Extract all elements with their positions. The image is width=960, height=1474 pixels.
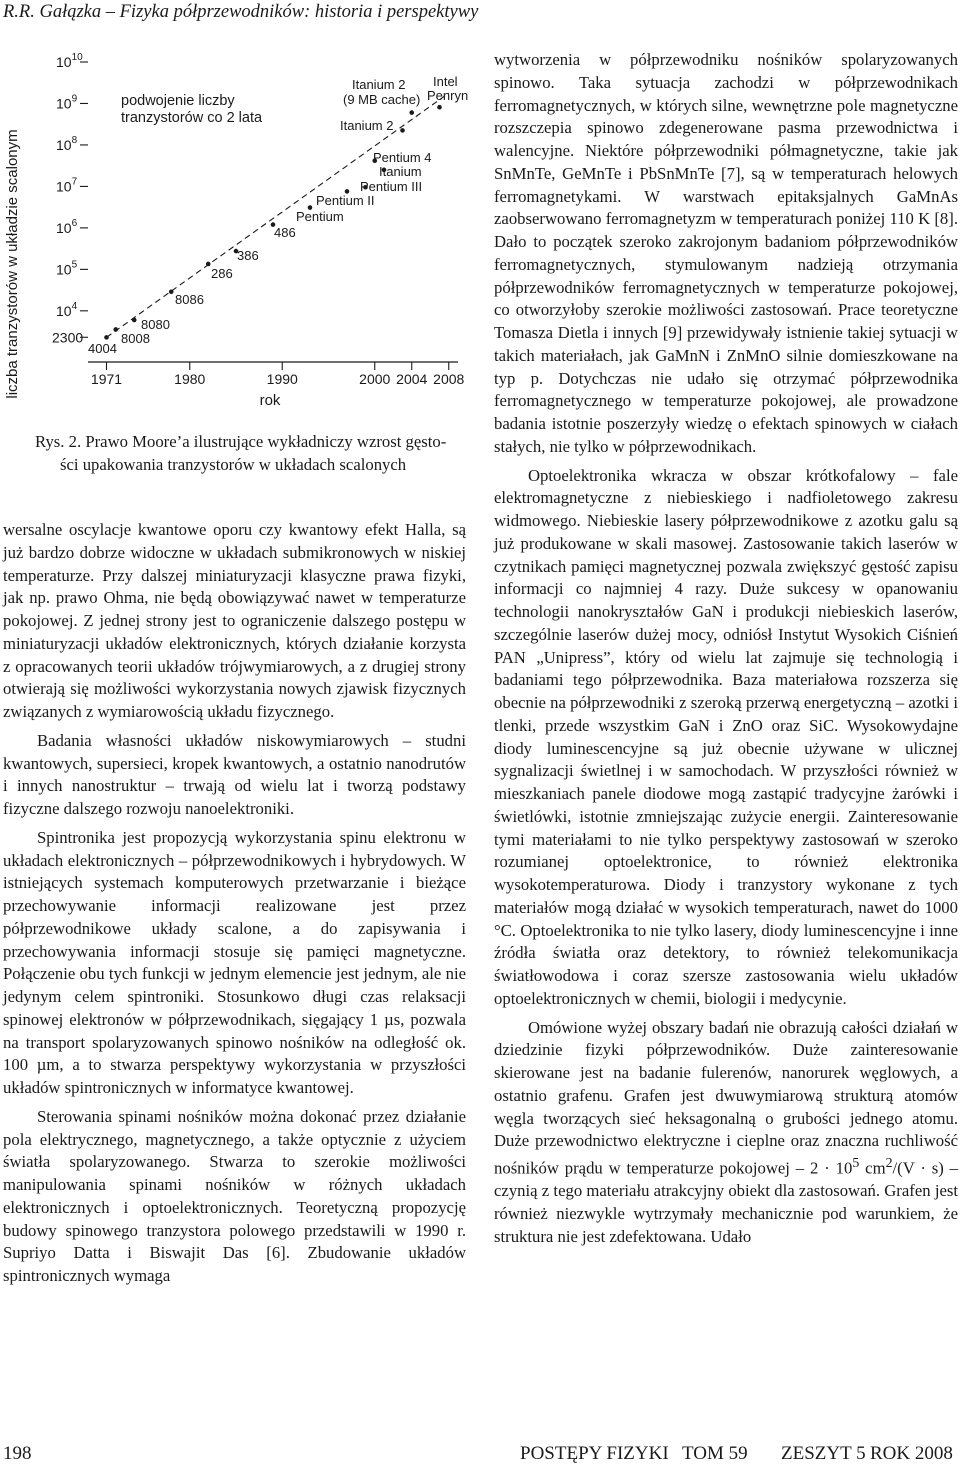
x-axis-label: rok (259, 392, 281, 409)
page-number: 198 (3, 1443, 32, 1464)
figure-caption (35, 430, 465, 476)
trend-label-line1: podwojenie liczby (121, 93, 235, 109)
data-point-itanium-2-9-mb-cache- (409, 110, 414, 115)
label-itanium-2-9mb-line1: Itanium 2 (352, 77, 406, 92)
running-head: R.R. Gałązka – Fizyka półprzewodników: historia i perspektywy (3, 2, 479, 22)
left-paragraph-2: Badania własności układów niskowymiarowych – studni kwantowych, supersieci, kropek kwantowych, a ostatnio nanodrutów i innych nanostruktur – trwają od wielu lat i tworzą podstawy fizyczne dalszego rozwoju nanoelektroniki. (3, 730, 466, 818)
y-tick-label: $10^6$ (56, 217, 78, 236)
right-paragraph-3-start: Omówione wyżej obszary badań nie obrazują całości działań w dziedzinie fizyki półprzewodników. Duże zainteresowanie skierowane jest na badanie fulerenów, nanorurek węglowych, a ostatnio grafenu. Grafen jest dwuwymiarową strukturą atomów węgla tworzących sieć heksagonalną o grubości jednego atomu. Duże przewodnictwo elektryczne i cieplne oraz znaczna ruchliwość nośników prądu w temperaturze pokojowej – 2 · 10 (494, 1017, 958, 1178)
left-paragraph-3: Spintronika jest propozycją wykorzystania spinu elektronu w układach elektronicznych – półprzewodnikowych i hybrydowych. W istniejących systemach komputerowych przetwarzanie i bieżące przechowywanie informacji realizowane jest przez półprzewodnikowe układy scalone, a do zapisywania i przechowywania informacji stosuje się pamięci magnetyczne. Połączenie obu tych funkcji w jednym elemencie jest jednym, ale nie jedynym celem spintroniki. Stosunkowo długi czas relaksacji spinowej elektronów w półprzewodnikach, sięgający 1 µs, pozwala na transport spolaryzowanych spinowo nośników na odległość ok. 100 µm, a to stwarza perspektywy wykorzystania w przyszłości układów spintronicznych w informatyce kwantowej. (3, 827, 466, 1097)
footer-journal: POSTĘPY FIZYKI (520, 1443, 669, 1464)
y-tick-label: $10^8$ (56, 134, 78, 153)
x-tick-label: 1971 (90, 371, 123, 387)
right-paragraph-3-end: /(V · s) – czynią z tego materiału atrakcyjny obiekt dla zastosowań. Grafen jest również niezwykle wytrzymały mechanicznie pod warunkiem, że struktura nie jest zdefektowana. Udało (494, 1158, 959, 1246)
y-tick-label: $10^7$ (56, 176, 78, 195)
label-itanium: Itanium (379, 164, 422, 179)
y-tick-label: 2300 (52, 329, 84, 346)
label-penryn: Penryn (427, 88, 469, 103)
label-8086: 8086 (175, 292, 204, 307)
label-8008: 8008 (121, 331, 150, 346)
label-386: 386 (237, 248, 259, 263)
right-paragraph-1: wytworzenia w półprzewodniku nośników spolaryzowanych spinowo. Taka sytuacja zachodzi w półprzewodnikach ferromagnetycznych, w których silne, wewnętrzne pole magnetyczne rozszczepia spinowo zdegenerowane pasma przewodnictwa i walencyjne. Niektóre półprzewodniki półmagnetyczne, takie jak SnMnTe, GeMnTe i PbSnMnTe [7], są w temperaturach helowych ferromagnetykami. W warstwach epitaksjalnych GaMnAs zaobserwowano ferromagnetyzm w temperaturach poniżej 110 K [8]. Dało to początek szeroko zakrojonym badaniom półprzewodników ferromagnetycznych, stymulowanym nadzieją otrzymania półprzewodników ferromagnetycznych w temperaturze pokojowej, co otworzyłoby szerokie możliwości zastosowań. Prace teoretyczne Tomasza Dietla i innych [9] przewidywały istnienie takiej sytuacji w takich materiałach, jak GaMnN i ZnMnO silnie domieszkowane na typ p. Dotychczas nie udało się otrzymać półprzewodnika ferromagnetycznego w temperaturze pokojowej, ale prowadzone badania istotnie poszerzyły wiedzę o efektach spinowych w ciałach stałych, nie tylko w półprzewodnikach. (494, 50, 958, 456)
trend-line (107, 93, 449, 337)
right-paragraph-2: Optoelektronika wkracza w obszar krótkofalowy – fale elektromagnetyczne z niebieskiego i nadfioletowego zakresu widmowego. Niebieskie lasery półprzewodnikowe z azotku galu są już produkowane w skali masowej. Zastosowanie takich laserów w czytnikach pamięci magnetycznej pozwala zwiększyć gęstość zapisu informacji co najmniej 4 razy. Duże sukcesy w opanowaniu technologii nanokryształów GaN i produkcji niebieskich laserów, szczególnie laserów dużej mocy, odniósł Instytut Wysokich Ciśnień PAN „Unipress”, który od wielu lat zajmuje się technologią i badaniami tego półprzewodnika. Baza materiałowa rozszerza się obecnie na półprzewodniki z szeroką przerwą energetyczną – azotki i tlenki, przede wszystkim GaN i ZnO oraz SiC. Wysokowydajne diody luminescencyjne są już obecnie używane w ulicznej sygnalizacji świetlnej i w samochodach. W przyszłości również w mieszkaniach panele diodowe mogą zastąpić tradycyjne żarówki i świetlówki, istotnie zmniejszając zużycie energii. Zainteresowanie tymi materiałami to nie tylko perspektywy zastosowań w szeroko rozumianej optoelektronice, to również elektronika wysokotemperaturowa. Diody i tranzystory wykonane z tych materiałów mogą działać w wysokich temperaturach, nawet do 1000 °C. Optoelektronika to nie tylko lasery, diody luminescencyjne i inne źródła światła oraz detektory, to również telekomunikacja światłowodowa i coraz szersze zastosowania wielu układów optoelektronicznych w chemii, biologii i medycynie. (494, 465, 958, 1008)
label-286: 286 (211, 266, 233, 281)
moores-law-chart (0, 44, 470, 424)
label-pentium-ii: Pentium II (316, 193, 375, 208)
label-pentium-4: Pentium 4 (373, 150, 432, 165)
superscript-exponent: 5 (852, 1156, 860, 1171)
data-point-4004 (104, 335, 109, 340)
label-486: 486 (274, 225, 296, 240)
y-axis-label: liczba tranzystorów w układzie scalonym (4, 129, 21, 399)
footer-issue: ZESZYT 5 (781, 1443, 866, 1464)
x-axis-ticks (91, 362, 465, 387)
x-tick-label: 2008 (433, 371, 465, 387)
footer-volume: TOM 59 (682, 1443, 748, 1464)
y-axis-ticks (52, 52, 88, 345)
data-point-intel-penryn (437, 105, 442, 110)
label-4004: 4004 (88, 341, 117, 356)
y-tick-label: $10^{10}$ (56, 52, 83, 70)
label-pentium-iii: Pentium III (360, 179, 423, 194)
data-point-286 (206, 262, 211, 267)
y-tick-label: $10^9$ (56, 93, 78, 112)
left-paragraph-1: wersalne oscylacje kwantowe oporu czy kwantowy efekt Halla, są już bardzo dobrze widoczne w układach submikronowych w niskiej temperaturze. Przy dalszej miniaturyzacji klasyczne prawa fizyki, jak np. prawo Ohma, nie będą obowiązywać nawet w temperaturze pokojowej. Z jednej strony jest to ograniczenie dalszego postępu w miniaturyzacji układów elektronicznych, których działanie korzysta z opracowanych teorii układów trójwymiarowych, a z drugiej strony otwierają się możliwości wykorzystania nowych zjawisk fizycznych związanych z wymiarowością układu fizycznego. (3, 520, 466, 721)
x-tick-label: 1990 (266, 371, 298, 387)
left-paragraph-4: Sterowania spinami nośników można dokonać przez działanie pola elektrycznego, magnetycznego, a także optycznie z użyciem światła spolaryzowanego. Stwarza to szerokie możliwości manipulowania spinami nośników w różnych układach elektronicznych i optoelektronicznych. Teoretyczną propozycję budowy spinowego tranzystora polowego przedstawili w 1990 r. Supriyo Datta i Biswajit Das [6]. Zbudowanie układów spintronicznych wymaga (3, 1106, 466, 1285)
caption-label: Rys. 2. (35, 432, 82, 451)
x-tick-label: 2004 (396, 371, 428, 387)
data-point-itanium-2 (400, 128, 405, 133)
right-paragraph-3-unit: cm (859, 1158, 886, 1178)
data-points (104, 105, 442, 340)
data-point-8086 (169, 289, 174, 294)
x-tick-label: 1980 (174, 371, 206, 387)
trend-label-line2: tranzystorów co 2 lata (121, 110, 263, 126)
y-tick-label: $10^4$ (56, 300, 78, 319)
superscript-square: 2 (885, 1156, 893, 1171)
label-itanium-2: Itanium 2 (340, 118, 394, 133)
label-8080: 8080 (141, 317, 170, 332)
y-tick-label: $10^5$ (56, 259, 78, 278)
right-paragraph-3 (494, 1017, 958, 1249)
x-tick-label: 2000 (359, 371, 391, 387)
label-pentium: Pentium (296, 209, 344, 224)
caption-line2: ści upakowania tranzystorów w układach scalonych (60, 455, 407, 474)
left-column (3, 519, 466, 1288)
label-intel: Intel (433, 74, 458, 89)
data-point-8008 (113, 327, 118, 332)
right-column (494, 49, 958, 1249)
label-itanium-2-9mb-line2: (9 MB cache) (343, 92, 421, 107)
footer-year: ROK 2008 (870, 1443, 953, 1464)
data-point-8080 (132, 318, 137, 323)
caption-line1: Prawo Moore’a ilustrujące wykładniczy wzrost gęsto- (85, 432, 447, 451)
